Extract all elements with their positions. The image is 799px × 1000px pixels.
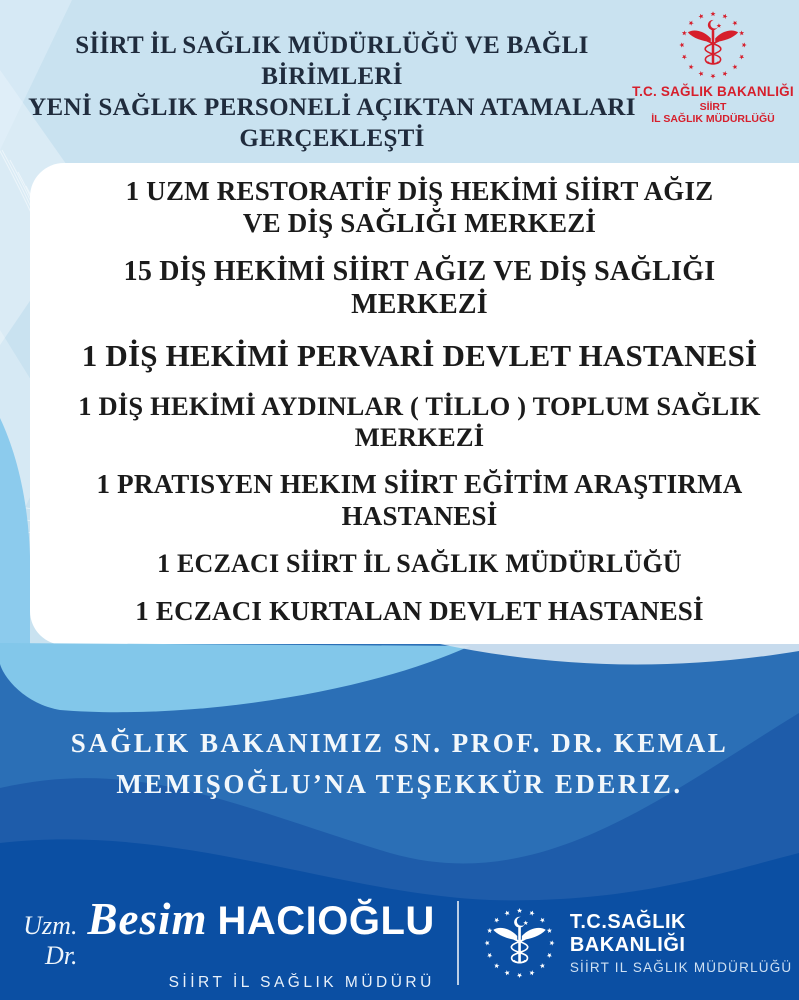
signature-last-name: HACIOĞLU <box>217 899 435 943</box>
announcement-item: 1 ECZACI SİİRT İL SAĞLIK MÜDÜRLÜĞÜ <box>157 549 682 579</box>
footer-ministry-name: T.C.SAĞLIK BAKANLIĞI <box>569 910 686 956</box>
ministry-brand-bottom <box>481 903 799 983</box>
title-line-2: YENİ SAĞLIK PERSONELİ AÇIKTAN ATAMALARI <box>28 94 636 121</box>
page-title <box>22 30 642 154</box>
title-line-1: SİİRT İL SAĞLIK MÜDÜRLÜĞÜ VE BAĞLI BİRİMLERİ <box>75 32 589 90</box>
signature-block <box>0 893 435 992</box>
footer-ministry-unit: SİİRT IL SAĞLIK MÜDÜRLÜĞÜ <box>569 959 793 975</box>
ministry-emblem-icon <box>676 8 750 82</box>
footer-divider <box>457 901 459 985</box>
ministry-brand-top <box>631 8 795 125</box>
thanks-line-2: MEMIŞOĞLU’NA TEŞEKKÜR EDERIZ. <box>116 768 683 799</box>
announcement-item: 1 DİŞ HEKİMİ AYDINLAR ( TİLLO ) TOPLUM SAĞLIK MERKEZİ <box>78 390 761 452</box>
announcement-item: 1 ECZACI KURTALAN DEVLET HASTANESİ <box>135 596 704 627</box>
ministry-province: SİİRT <box>699 101 727 113</box>
signature-first-name: Besim <box>87 894 208 944</box>
ministry-emblem-icon <box>481 903 558 983</box>
announcement-item: 1 DİŞ HEKİMİ PERVARİ DEVLET HASTANESİ <box>81 338 758 374</box>
ministry-unit: İL SAĞLIK MÜDÜRLÜĞÜ <box>651 113 775 125</box>
signature-prefix: Uzm. Dr. <box>23 911 78 970</box>
announcement-item: 1 PRATISYEN HEKIM SİİRT EĞİTİM ARAŞTIRMA HASTANESİ <box>96 469 743 531</box>
announcement-item: 15 DİŞ HEKİMİ SİİRT AĞIZ VE DİŞ SAĞLIĞI MERKEZİ <box>123 256 716 320</box>
title-line-3: GERÇEKLEŞTİ <box>239 125 425 152</box>
thanks-line-1: SAĞLIK BAKANIMIZ SN. PROF. DR. KEMAL <box>70 728 729 758</box>
ministry-name: T.C. SAĞLIK BAKANLIĞI <box>632 84 794 99</box>
thanks-message <box>0 723 799 804</box>
announcement-card <box>30 163 799 645</box>
announcement-item: 1 UZM RESTORATİF DİŞ HEKİMİ SİİRT AĞIZ VE DİŞ SAĞLIĞI MERKEZİ <box>125 176 714 238</box>
footer <box>0 893 799 992</box>
signature-title: SİİRT İL SAĞLIK MÜDÜRÜ <box>168 974 435 991</box>
